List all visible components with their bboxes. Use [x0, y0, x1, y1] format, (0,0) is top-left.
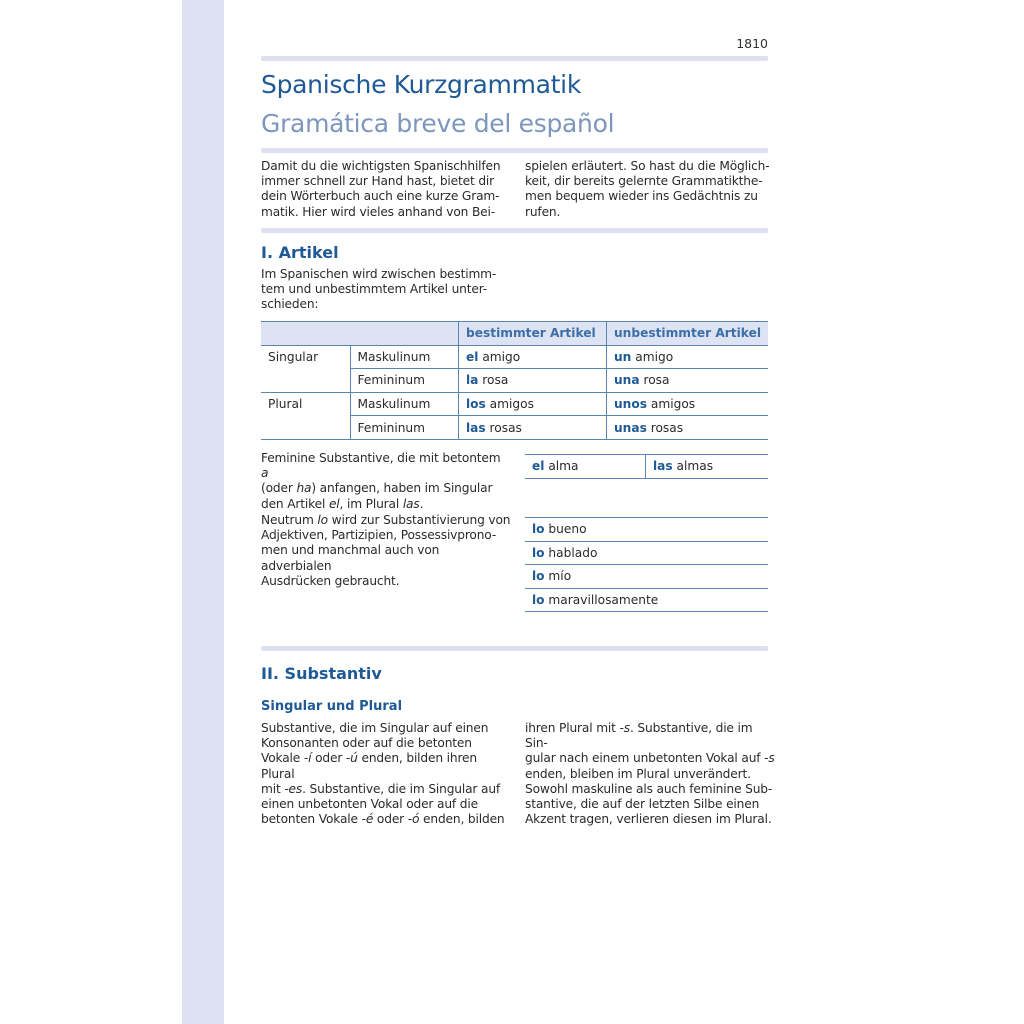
header-cell	[350, 322, 459, 346]
text-line: Akzent tragen, verlieren diesen im Plural.	[525, 812, 772, 827]
noun: amigo	[478, 349, 521, 364]
word: mío	[544, 569, 572, 584]
margin-band	[182, 0, 224, 1024]
text-line: stantive, die auf der letzten Silbe einen	[525, 797, 760, 812]
table-row	[261, 369, 768, 393]
text-line: Substantive, die im Singular auf einen	[261, 721, 489, 735]
artikel-intro-text	[261, 267, 501, 313]
article: la	[466, 373, 479, 388]
text: oder	[311, 751, 346, 766]
article: el	[466, 349, 479, 364]
word: bueno	[544, 522, 587, 537]
text-line: keit, dir bereits gelernte Grammatikthe-	[525, 174, 763, 189]
text: gular nach einem unbetonten Vokal auf	[525, 751, 765, 766]
text: enden, bilden ihren Plural	[261, 751, 477, 781]
text-line: spielen erläutert. So hast du die Möglich-	[525, 159, 770, 173]
article: los	[466, 397, 486, 412]
gender-cell: Maskulinum	[350, 392, 459, 416]
text-line	[261, 451, 511, 481]
text-line: Sowohl maskuline als auch feminine Sub-	[525, 781, 773, 796]
indefinite-cell	[607, 416, 769, 440]
example-cell	[525, 455, 646, 479]
text: mit	[261, 781, 285, 796]
text-line: Konsonanten oder auf die betonten	[261, 736, 472, 751]
text: den Artikel	[261, 496, 329, 511]
number-cell	[261, 416, 350, 440]
top-rule	[261, 56, 768, 61]
indefinite-cell	[607, 392, 769, 416]
text: . Substantive, die im Sin-	[525, 721, 753, 751]
text: oder	[373, 812, 408, 827]
section-heading-artikel: I. Artikel	[261, 243, 339, 262]
italic-text: -s	[764, 751, 775, 766]
substantiv-col2	[525, 721, 775, 827]
definite-cell	[459, 392, 607, 416]
feminine-note	[261, 451, 511, 512]
text-line: rufen.	[525, 204, 561, 219]
noun: amigos	[485, 397, 534, 412]
header-cell	[261, 322, 350, 346]
text-line	[261, 812, 511, 827]
intro-rule	[261, 228, 768, 233]
italic-text: -ú	[345, 751, 358, 766]
text: (oder	[261, 481, 297, 496]
page-number: 1810	[736, 36, 768, 51]
text-line: Adjektiven, Partizipien, Possessivprono-	[261, 528, 497, 543]
italic-text: -s	[619, 721, 630, 735]
text-line	[261, 513, 511, 528]
article: lo	[532, 569, 545, 584]
table-row	[525, 588, 768, 612]
table-row	[525, 541, 768, 565]
word: hablado	[544, 545, 598, 560]
article: un	[614, 349, 632, 364]
header-definite: bestimmter Artikel	[459, 322, 607, 346]
example-cell	[525, 565, 768, 589]
article: el	[532, 459, 545, 474]
noun: amigo	[631, 349, 674, 364]
definite-cell	[459, 369, 607, 393]
italic-text: lo	[317, 513, 328, 527]
table-row	[525, 518, 768, 542]
text: ihren Plural mit	[525, 721, 620, 735]
text: .	[419, 496, 424, 511]
text: Vokale	[261, 751, 304, 766]
article: una	[614, 373, 640, 388]
text-line	[261, 497, 511, 512]
text-line: Im Spanischen wird zwischen bestimm-	[261, 267, 497, 281]
text-line	[525, 721, 775, 751]
table-header-row	[261, 322, 768, 346]
italic-text: a	[261, 466, 269, 481]
example-cell	[646, 455, 769, 479]
italic-text: -ó	[407, 812, 420, 827]
text-line: Damit du die wichtigsten Spanischhilfen	[261, 159, 501, 173]
text: , im Plural	[339, 496, 403, 511]
page-subtitle: Gramática breve del español	[261, 109, 615, 138]
section-rule	[261, 646, 768, 651]
table-row	[261, 416, 768, 440]
text-line: immer schnell zur Hand hast, bietet dir	[261, 174, 495, 189]
text-line: men bequem wieder ins Gedächtnis zu	[525, 189, 758, 204]
article: lo	[532, 593, 545, 608]
article: unos	[614, 397, 647, 412]
gender-cell: Femininum	[350, 416, 459, 440]
article: lo	[532, 522, 545, 537]
text-line: einen unbetonten Vokal oder auf die	[261, 797, 478, 812]
italic-text: el	[328, 496, 340, 511]
number-cell: Singular	[268, 350, 319, 365]
page-title: Spanische Kurzgrammatik	[261, 70, 582, 99]
text-line: Ausdrücken gebraucht.	[261, 573, 400, 588]
number-cell: Plural	[268, 397, 303, 412]
text-line	[261, 481, 511, 496]
indefinite-cell	[607, 369, 769, 393]
text: betonten Vokale	[261, 812, 362, 827]
intro-col2	[525, 159, 775, 220]
text: ) anfangen, haben im Singular	[311, 481, 493, 496]
definite-cell	[459, 416, 607, 440]
definite-cell	[459, 345, 607, 369]
article: las	[653, 459, 673, 474]
italic-text: ha	[296, 481, 312, 496]
noun: rosas	[646, 420, 684, 435]
gender-cell: Maskulinum	[350, 345, 459, 369]
example-cell	[525, 541, 768, 565]
article: lo	[532, 545, 545, 560]
text-line: tem und unbestimmtem Artikel unter-	[261, 282, 488, 297]
noun: rosa	[639, 373, 670, 388]
text: enden, bilden	[419, 812, 505, 827]
text-line: matik. Hier wird vieles anhand von Bei-	[261, 204, 495, 219]
text: Neutrum	[261, 513, 318, 527]
word: maravillosamente	[544, 593, 659, 608]
table-row	[261, 392, 768, 416]
table-row	[525, 565, 768, 589]
italic-text: -í	[303, 751, 312, 766]
title-rule	[261, 148, 768, 153]
intro-col1	[261, 159, 501, 220]
noun: rosas	[485, 420, 522, 435]
feminine-example-table	[525, 454, 768, 479]
text-line	[261, 751, 511, 781]
italic-text: -é	[361, 812, 374, 827]
article-table	[261, 321, 768, 440]
text: . Substantive, die im Singular auf	[302, 781, 501, 796]
text: Feminine Substantive, die mit betontem	[261, 451, 501, 465]
italic-text: -es	[284, 781, 303, 796]
example-cell	[525, 518, 768, 542]
example-cell	[525, 588, 768, 612]
text-line: schieden:	[261, 297, 319, 312]
text-line: dein Wörterbuch auch eine kurze Gram-	[261, 189, 500, 204]
subheading-singular-plural: Singular und Plural	[261, 699, 403, 714]
text: wird zur Substantivierung von	[327, 513, 511, 527]
number-cell	[261, 369, 350, 393]
text-line: men und manchmal auch von adverbialen	[261, 543, 440, 573]
neutral-note	[261, 513, 511, 589]
table-row	[261, 345, 768, 369]
article: las	[466, 420, 486, 435]
table-row	[525, 455, 768, 479]
text-line: enden, bleiben im Plural unverändert.	[525, 766, 751, 781]
section-heading-substantiv: II. Substantiv	[261, 664, 382, 683]
noun: amigos	[646, 397, 696, 412]
indefinite-cell	[607, 345, 769, 369]
header-indefinite: unbestimmter Artikel	[607, 322, 769, 346]
substantiv-col1	[261, 721, 511, 827]
italic-text: las	[402, 496, 420, 511]
neutral-example-table	[525, 517, 768, 612]
text-line	[525, 751, 775, 766]
noun: alma	[544, 459, 579, 474]
article: unas	[614, 420, 647, 435]
gender-cell: Femininum	[350, 369, 459, 393]
noun: rosa	[478, 373, 509, 388]
noun: almas	[672, 459, 714, 474]
text-line	[261, 782, 511, 797]
